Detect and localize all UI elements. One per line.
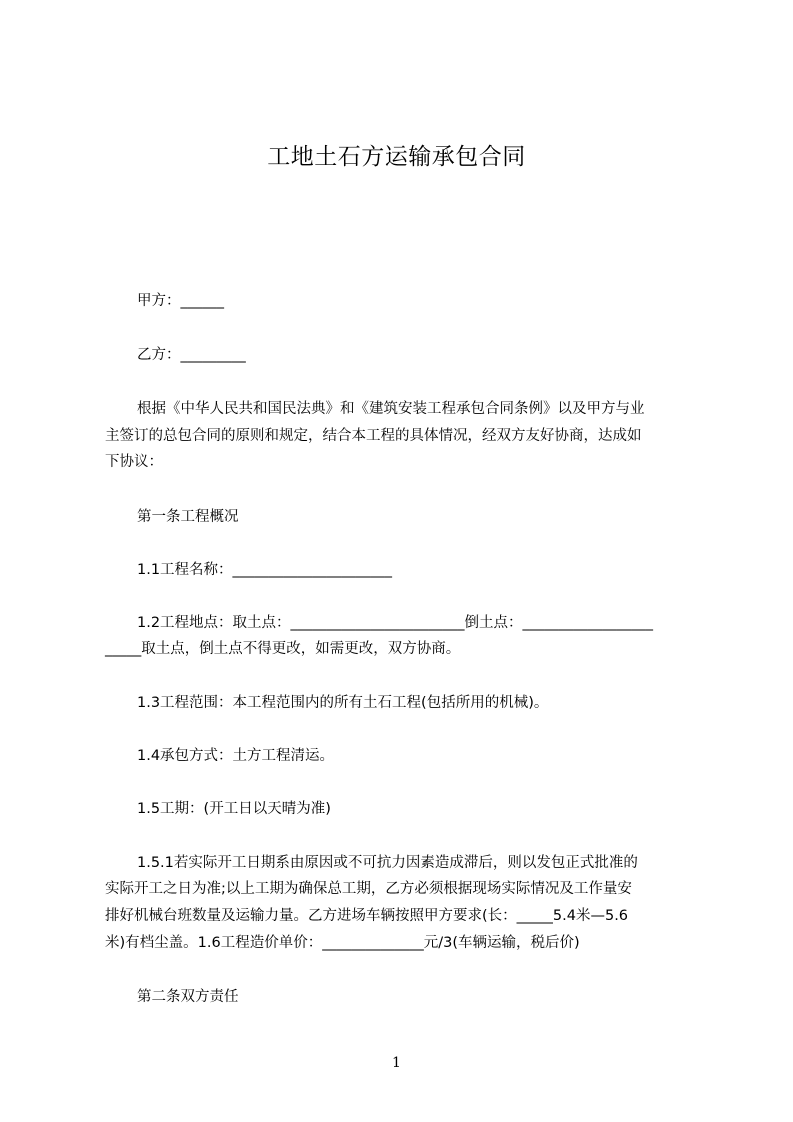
item-1-5-1-line-4: 米)有档尘盖。1.6工程造价单价：______________元/3(车辆运输，税后价)	[105, 935, 580, 951]
preamble-line-3: 下协议：	[105, 454, 163, 470]
item-1-2-line-1: 1.2工程地点：取土点：________________________倒土点：__________________	[137, 615, 654, 631]
item-1-2-line-2: _____取土点，倒土点不得更改，如需更改，双方协商。	[105, 641, 461, 657]
page-number: 1	[392, 1055, 401, 1071]
item-1-4: 1.4承包方式：土方工程清运。	[137, 748, 335, 764]
article-2-heading: 第二条双方责任	[137, 989, 239, 1005]
item-1-5-1-line-2: 实际开工之日为准;以上工期为确保总工期，乙方必须根据现场实际情况及工作量安	[105, 881, 632, 897]
article-1-heading: 第一条工程概况	[137, 509, 239, 525]
party-b-line: 乙方：_________	[137, 347, 246, 363]
preamble-line-1: 根据《中华人民共和国民法典》和《建筑安装工程承包合同条例》以及甲方与业	[137, 401, 645, 417]
item-1-5-1-line-3: 排好机械台班数量及运输力量。乙方进场车辆按照甲方要求(长：_____5.4米—5.6	[105, 908, 629, 924]
item-1-5: 1.5工期：(开工日以天晴为准)	[137, 801, 331, 817]
party-a-line: 甲方：______	[137, 293, 224, 309]
preamble-line-2: 主签订的总包合同的原则和规定，结合本工程的具体情况，经双方友好协商，达成如	[105, 428, 642, 444]
item-1-5-1-line-1: 1.5.1若实际开工日期系由原因或不可抗力因素造成滞后，则以发包正式批准的	[137, 855, 638, 871]
item-1-1: 1.1工程名称：______________________	[137, 562, 393, 578]
item-1-3: 1.3工程范围：本工程范围内的所有土石工程(包括所用的机械)。	[137, 695, 549, 711]
page-title: 工地土石方运输承包合同	[267, 144, 526, 170]
